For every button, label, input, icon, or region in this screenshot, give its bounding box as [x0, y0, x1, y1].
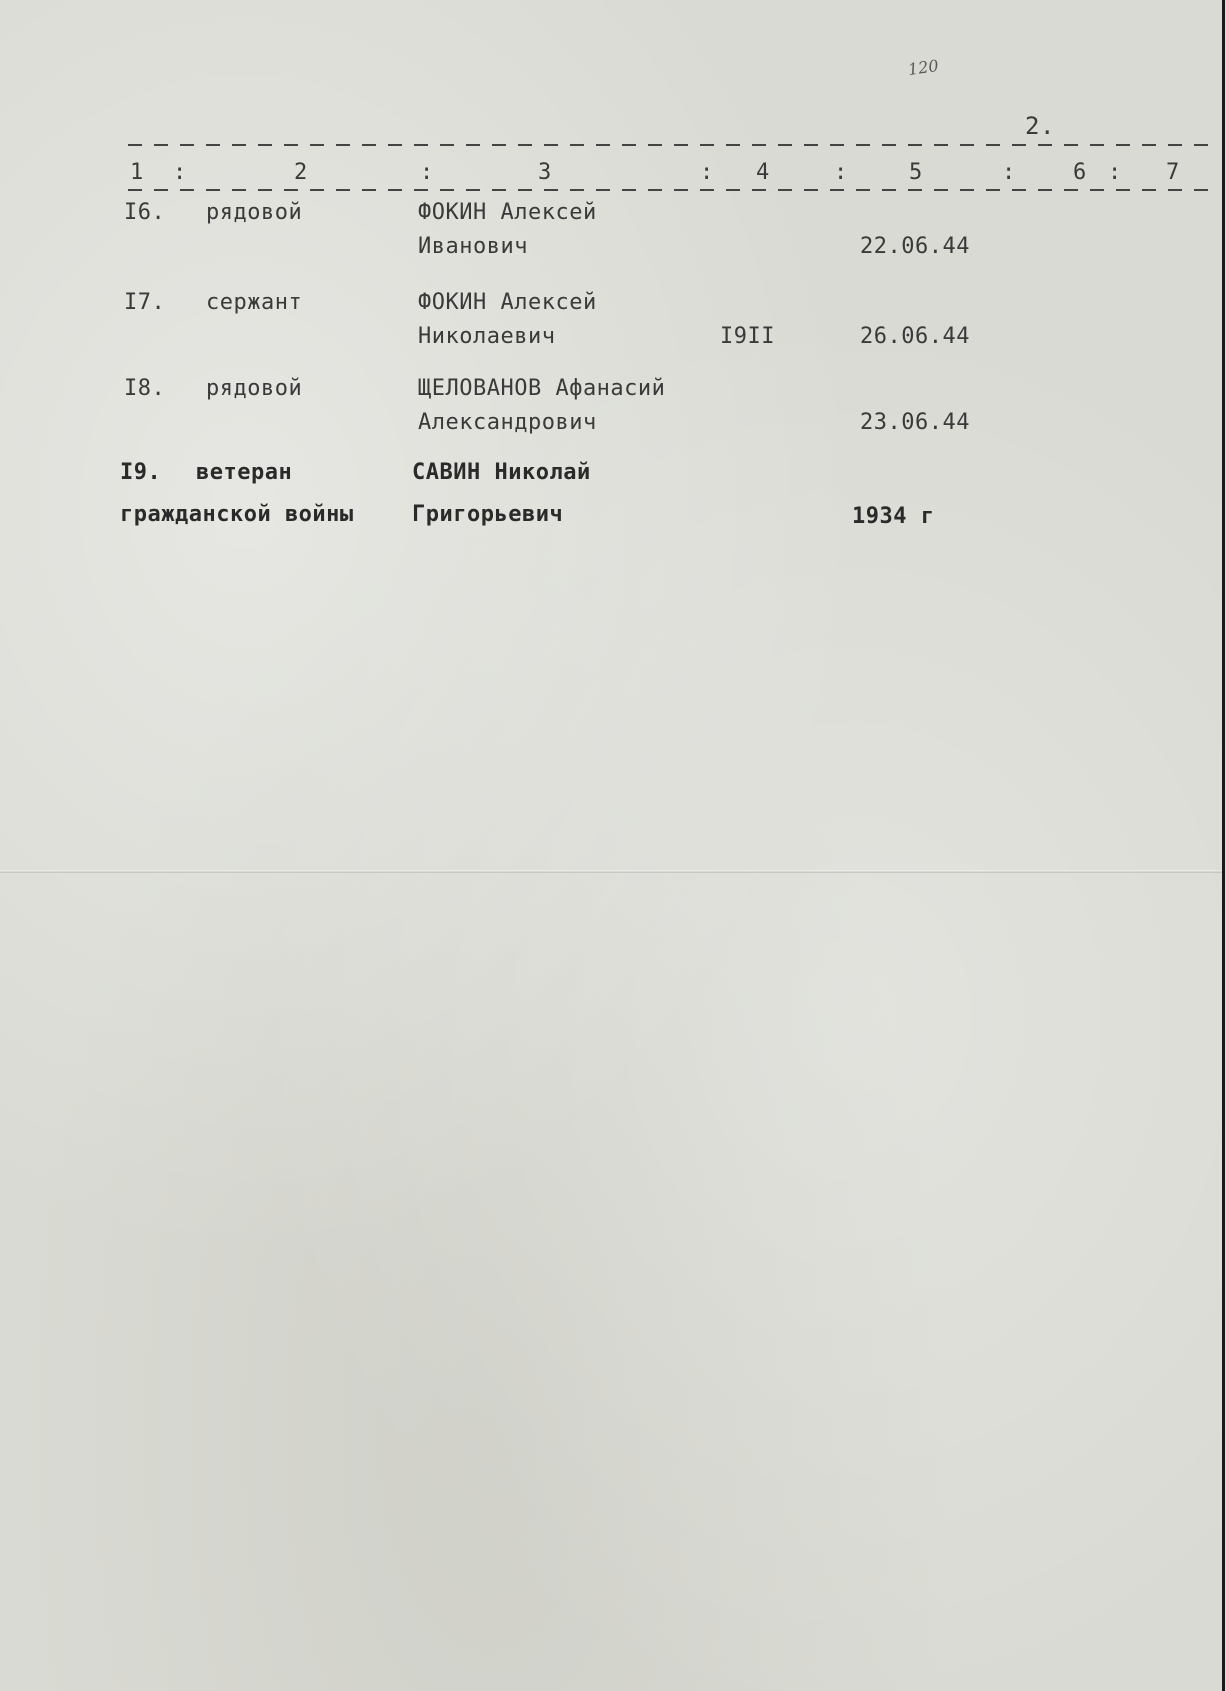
header-bottom-rule [128, 189, 1208, 191]
column-separator: : [834, 160, 848, 185]
column-header-3: 3 [538, 160, 552, 185]
rank: ветеран [196, 460, 293, 485]
surname-name: ФОКИН Алексей [418, 200, 597, 225]
date: 1934 г [852, 504, 935, 529]
column-header-7: 7 [1166, 160, 1180, 185]
column-header-2: 2 [294, 160, 308, 185]
paper-fold [0, 870, 1222, 873]
column-separator: : [420, 160, 434, 185]
surname-name: ЩЕЛОВАНОВ Афанасий [418, 376, 666, 401]
column-separator: : [173, 160, 187, 185]
row-number: I6. [124, 200, 166, 225]
row-number: I7. [124, 290, 166, 315]
column-header-5: 5 [909, 160, 923, 185]
page-number: 2. [1025, 112, 1055, 140]
rank: рядовой [206, 200, 303, 225]
row-number: I8. [124, 376, 166, 401]
table-top-rule [128, 144, 1213, 146]
date: 23.06.44 [860, 410, 970, 435]
patronymic: Иванович [418, 234, 528, 259]
handwritten-note: 120 [906, 55, 940, 80]
column-header-4: 4 [756, 160, 770, 185]
column-separator: : [1002, 160, 1016, 185]
column-header-6: 6 [1073, 160, 1087, 185]
column-separator: : [700, 160, 714, 185]
column-separator: : [1108, 160, 1122, 185]
patronymic: Григорьевич [412, 502, 564, 527]
rank: сержант [206, 290, 303, 315]
surname-name: ФОКИН Алексей [418, 290, 597, 315]
surname-name: САВИН Николай [412, 460, 591, 485]
rank: рядовой [206, 376, 303, 401]
column-header-1: 1 [130, 160, 144, 185]
date: 26.06.44 [860, 324, 970, 349]
rank-continuation: гражданской войны [120, 502, 354, 527]
birth-year: I9II [720, 324, 775, 349]
patronymic: Николаевич [418, 324, 556, 349]
row-number: I9. [120, 460, 162, 485]
date: 22.06.44 [860, 234, 970, 259]
patronymic: Александрович [418, 410, 597, 435]
